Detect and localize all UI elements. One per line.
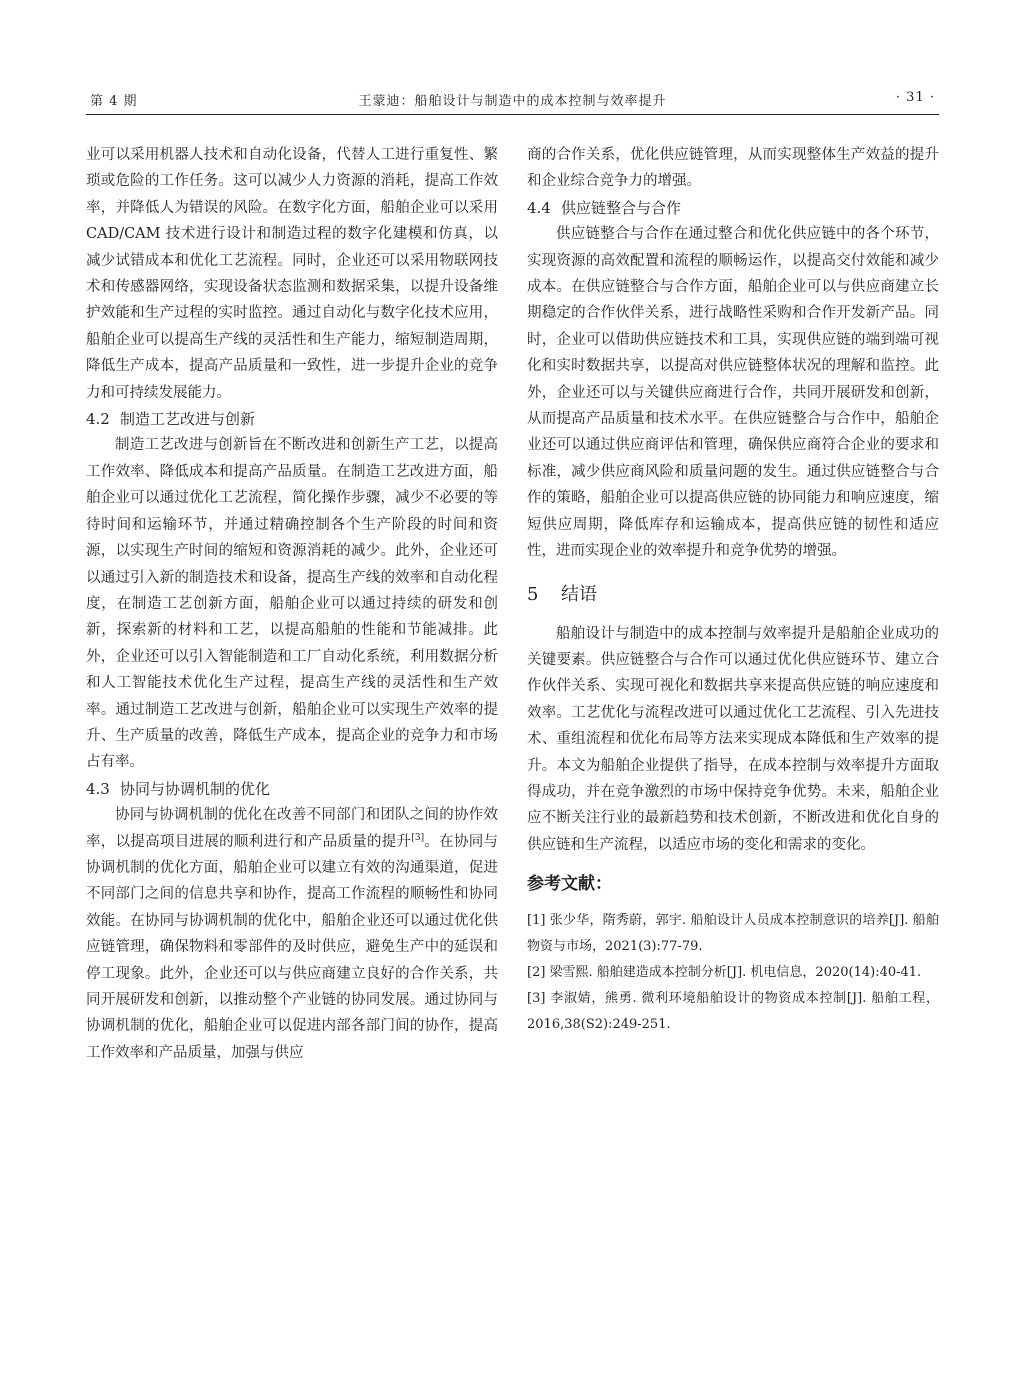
paragraph: 制造工艺改进与创新旨在不断改进和创新生产工艺，以提高工作效率、降低成本和提高产品质量。在制造工艺改进方面，船舶企业可以通过优化工艺流程，简化操作步骤，减少不必要的等待时间和运输环节，并通过精确控制各个生产阶段的时间和资源，以实现生产时间的缩短和资源消耗的减少。此外，企业还可以通过引入新的制造技术和设备，提高生产线的效率和自动化程度，在制造工艺创新方面，船舶企业可以通过持续的研发和创新，探索新的材料和工艺，以提高船舶的性能和节能减排。此外，企业还可以引入智能制造和工厂自动化系统，利用数据分析和人工智能技术优化生产过程，提高生产线的灵活性和生产效率。通过制造工艺改进与创新，船舶企业可以实现生产效率的提升、生产质量的改善，降低生产成本，提高企业的竞争力和市场占有率。 [86, 437, 498, 771]
section-heading-4-2 [86, 406, 498, 432]
right-column [527, 142, 939, 1038]
section-number: 4.3 [86, 779, 110, 798]
paragraph [86, 802, 498, 1066]
reference-item: [3] 李淑婧，熊勇. 微利环境船舶设计的物资成本控制[J]. 船舶工程，2016,38(S2):249-251. [527, 991, 939, 1033]
section-number: 5 [527, 583, 539, 605]
section-heading-4-3 [86, 776, 498, 802]
issue-number: 第 4 期 [90, 94, 138, 109]
section-heading-5 [527, 581, 939, 609]
reference-item: [1] 张少华，隋秀蔚，郭宇. 船舶设计人员成本控制意识的培养[J]. 船舶物资与市场，2021(3):77-79. [527, 913, 939, 955]
paragraph: 供应链整合与合作在通过整合和优化供应链中的各个环节，实现资源的高效配置和流程的顺畅运作，以提高交付效能和减少成本。在供应链整合与合作方面，船舶企业可以与供应商建立长期稳定的合作伙伴关系，进行战略性采购和合作开发新产品。同时，企业可以借助供应链技术和工具，实现供应链的端到端可视化和实时数据共享，以提高对供应链整体状况的理解和监控。此外，企业还可以与关键供应商进行合作，共同开展研发和创新，从而提高产品质量和技术水平。在供应链整合与合作中，船舶企业还可以通过供应商评估和管理，确保供应商符合企业的要求和标准，减少供应商风险和质量问题的发生。通过供应链整合与合作的策略，船舶企业可以提高供应链的协同能力和响应速度，缩短供应周期，降低库存和运输成本，提高供应链的韧性和适应性，进而实现企业的效率提升和竞争优势的增强。 [527, 226, 939, 560]
references-heading: 参考文献： [527, 874, 612, 895]
section-title: 供应链整合与合作 [561, 198, 682, 217]
citation-ref: [3] [411, 832, 425, 843]
section-number: 4.4 [527, 198, 551, 217]
section-title: 协同与协调机制的优化 [120, 779, 271, 798]
section-number: 4.2 [86, 410, 110, 429]
left-column [86, 142, 498, 1066]
paragraph: 商的合作关系，优化供应链管理，从而实现整体生产效益的提升和企业综合竞争力的增强。 [527, 147, 939, 190]
running-title: 王蒙迪：船舶设计与制造中的成本控制与效率提升 [358, 94, 667, 109]
paragraph: 船舶设计与制造中的成本控制与效率提升是船舶企业成功的关键要素。供应链整合与合作可以通过优化供应链环节、建立合作伙伴关系、实现可视化和数据共享来提高供应链的响应速度和效率。工艺优化与流程改进可以通过优化工艺流程、引入先进技术、重组流程和优化布局等方法来实现成本降低和生产效率的提升。本文为船舶企业提供了指导，在成本控制与效率提升方面取得成功，并在竞争激烈的市场中保持竞争优势。未来，船舶企业应不断关注行业的最新趋势和技术创新，不断改进和优化自身的供应链和生产流程，以适应市场的变化和需求的变化。 [527, 625, 939, 853]
paragraph: 业可以采用机器人技术和自动化设备，代替人工进行重复性、繁琐或危险的工作任务。这可以减少人力资源的消耗，提高工作效率，并降低人为错误的风险。在数字化方面，船舶企业可以采用 CAD/CAM 技术进行设计和制造过程的数字化建模和仿真，以减少试错成本和优化工艺流程。同时，企业还可以采用物联网技术和传感器网络，实现设备状态监测和数据采集，以提升设备维护效能和生产过程的实时监控。通过自动化与数字化技术应用，船舶企业可以提高生产线的灵活性和生产能力，缩短制造周期，降低生产成本，提高产品质量和一致性，进一步提升企业的竞争力和可持续发展能力。 [86, 147, 498, 401]
running-head [86, 88, 939, 115]
paragraph-text: 。在协同与协调机制的优化方面，船舶企业可以建立有效的沟通渠道，促进不同部门之间的信息共享和协作，提高工作流程的顺畅性和协同效能。在协同与协调机制的优化中，船舶企业还可以通过优化供应链管理，确保物料和零部件的及时供应，避免生产中的延误和停工现象。此外，企业还可以与供应商建立良好的合作关系，共同开展研发和创新，以推动整个产业链的协同发展。通过协同与协调机制的优化，船舶企业可以促进内部各部门间的协作，提高工作效率和产品质量，加强与供应 [86, 833, 499, 1061]
section-title: 制造工艺改进与创新 [120, 410, 256, 429]
section-heading-4-4 [527, 195, 939, 221]
reference-item: [2] 梁雪熙. 船舶建造成本控制分析[J]. 机电信息，2020(14):40-41. [527, 965, 922, 981]
section-title: 结语 [561, 583, 597, 605]
paragraph-text: 协同与协调机制的优化在改善不同部门和团队之间的协作效率，以提高项目进展的顺利进行和产品质量的提升 [86, 807, 498, 850]
page-number: · 31 · [895, 90, 935, 105]
